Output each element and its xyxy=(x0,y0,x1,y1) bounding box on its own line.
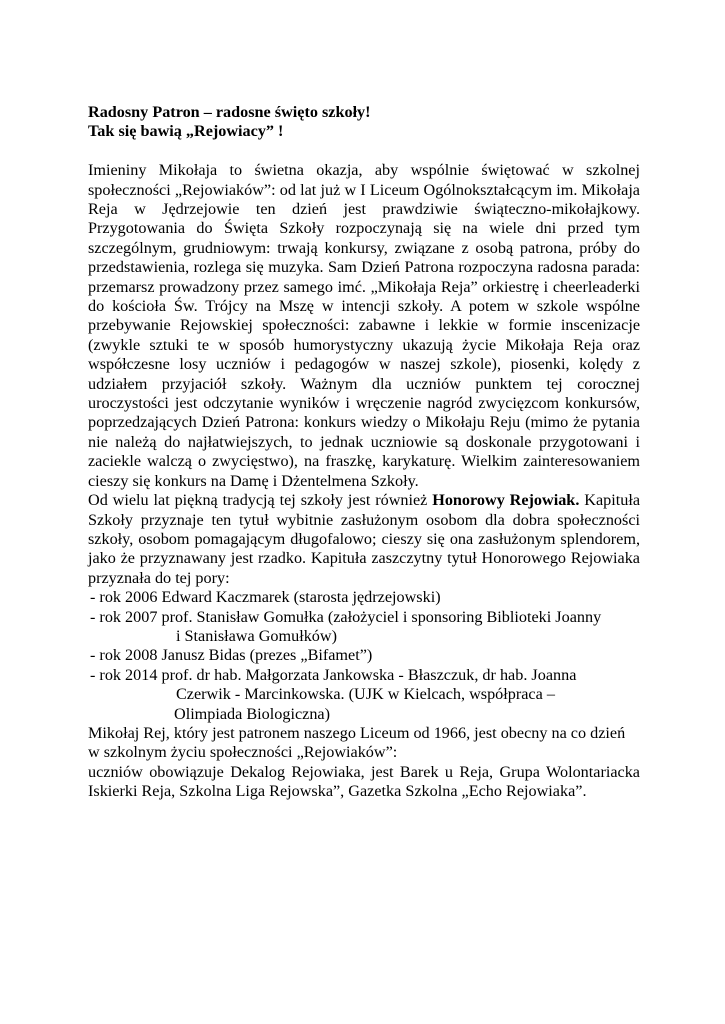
paragraph-honorary xyxy=(88,491,640,588)
award-item-2007 xyxy=(88,608,640,647)
document-page xyxy=(88,103,640,802)
award-line-continued: Czerwik - Marcinkowska. (UJK w Kielcach, współpraca – xyxy=(176,685,555,704)
award-line-continued: Olimpiada Biologiczna) xyxy=(174,704,330,723)
award-line: - rok 2007 prof. Stanisław Gomułka (założyciel i sponsoring Biblioteki Joanny xyxy=(90,607,602,626)
document-title-line-1: Radosny Patron – radosne święto szkoły! xyxy=(88,103,371,121)
paragraph-activities: uczniów obowiązuje Dekalog Rejowiaka, jest Barek u Reja, Grupa Wolontariacka Iskierki Reja, Szkolna Liga Rejowska”, Gazetka Szkolna „Echo Rejowiaka”. xyxy=(88,762,640,801)
paragraph-honorary-start: Od wielu lat piękną tradycją tej szkoły jest również xyxy=(88,491,433,510)
award-item-2006 xyxy=(88,588,640,607)
award-line: - rok 2014 prof. dr hab. Małgorzata Jankowska - Błaszczuk, dr hab. Joanna xyxy=(90,665,577,684)
paragraph-patron: Mikołaj Rej, który jest patronem naszego Liceum od 1966, jest obecny na co dzień w szkolnym życiu społeczności „Rejowiaków”: xyxy=(88,723,626,762)
paragraph-honorary-rest: Kapituła Szkoły przyznaje ten tytuł wybitnie zasłużonym osobom dla dobra społeczności szkoły, osobom pomagającym długofalowo; cieszy się ona zasłużonym splendorem, jako że przyznawany jest rzadko. Kapituła zaszczytny tytuł Honorowego Rejowiaka przyznała do tej pory: xyxy=(88,491,640,587)
award-item-2014 xyxy=(88,666,640,724)
award-item-2008 xyxy=(88,646,640,665)
spacer xyxy=(88,142,640,161)
honorowy-rejowiak-label: Honorowy Rejowiak. xyxy=(432,491,580,510)
award-line: - rok 2006 Edward Kaczmarek (starosta jędrzejowski) xyxy=(90,588,441,607)
award-list xyxy=(88,588,640,724)
document-title-line-2: Tak się bawią „Rejowiacy” ! xyxy=(88,122,284,141)
award-line-continued: i Stanisława Gomułków) xyxy=(176,626,337,645)
paragraph-intro: Imieniny Mikołaja to świetna okazja, aby wspólnie świętować w szkolnej społeczności „Rejowiaków”: od lat już w I Liceum Ogólnokształcącym im. Mikołaja Reja w Jędrzejowie ten dzień jest prawdziwie świąteczno-mikołajkowy. Przygotowania do Święta Szkoły rozpoczynają się na wiele dni przed tym szczególnym, grudniowym: trwają konkursy, związane z osobą patrona, próby do przedstawienia, rozlega się muzyka. Sam Dzień Patrona rozpoczyna radosna parada: przemarsz prowadzony przez samego imć. „Mikołaja Reja” orkiestrę i cheerleaderki do kościoła Św. Trójcy na Mszę w intencji szkoły. A potem w szkole wspólne przebywanie Rejowskiej społeczności: zabawne i lekkie w formie inscenizacje (zwykle sztuki te w sposób humorystyczny ukazują życie Mikołaja Reja oraz współczesne losy uczniów i pedagogów w naszej szkole), piosenki, kolędy z udziałem przyjaciół szkoły. Ważnym dla uczniów punktem tej corocznej uroczystości jest odczytanie wyników i wręczenie nagród zwycięzcom konkursów, poprzedzających Dzień Patrona: konkurs wiedzy o Mikołaju Reju (mimo że pytania nie należą do najłatwiejszych, to jednak uczniowie są doskonale przygotowani i zaciekle walczą o zwycięstwo), na fraszkę, karykaturę. Wielkim zainteresowaniem cieszy się konkurs na Damę i Dżentelmena Szkoły. xyxy=(88,161,640,490)
award-line: - rok 2008 Janusz Bidas (prezes „Bifamet”) xyxy=(90,646,373,665)
